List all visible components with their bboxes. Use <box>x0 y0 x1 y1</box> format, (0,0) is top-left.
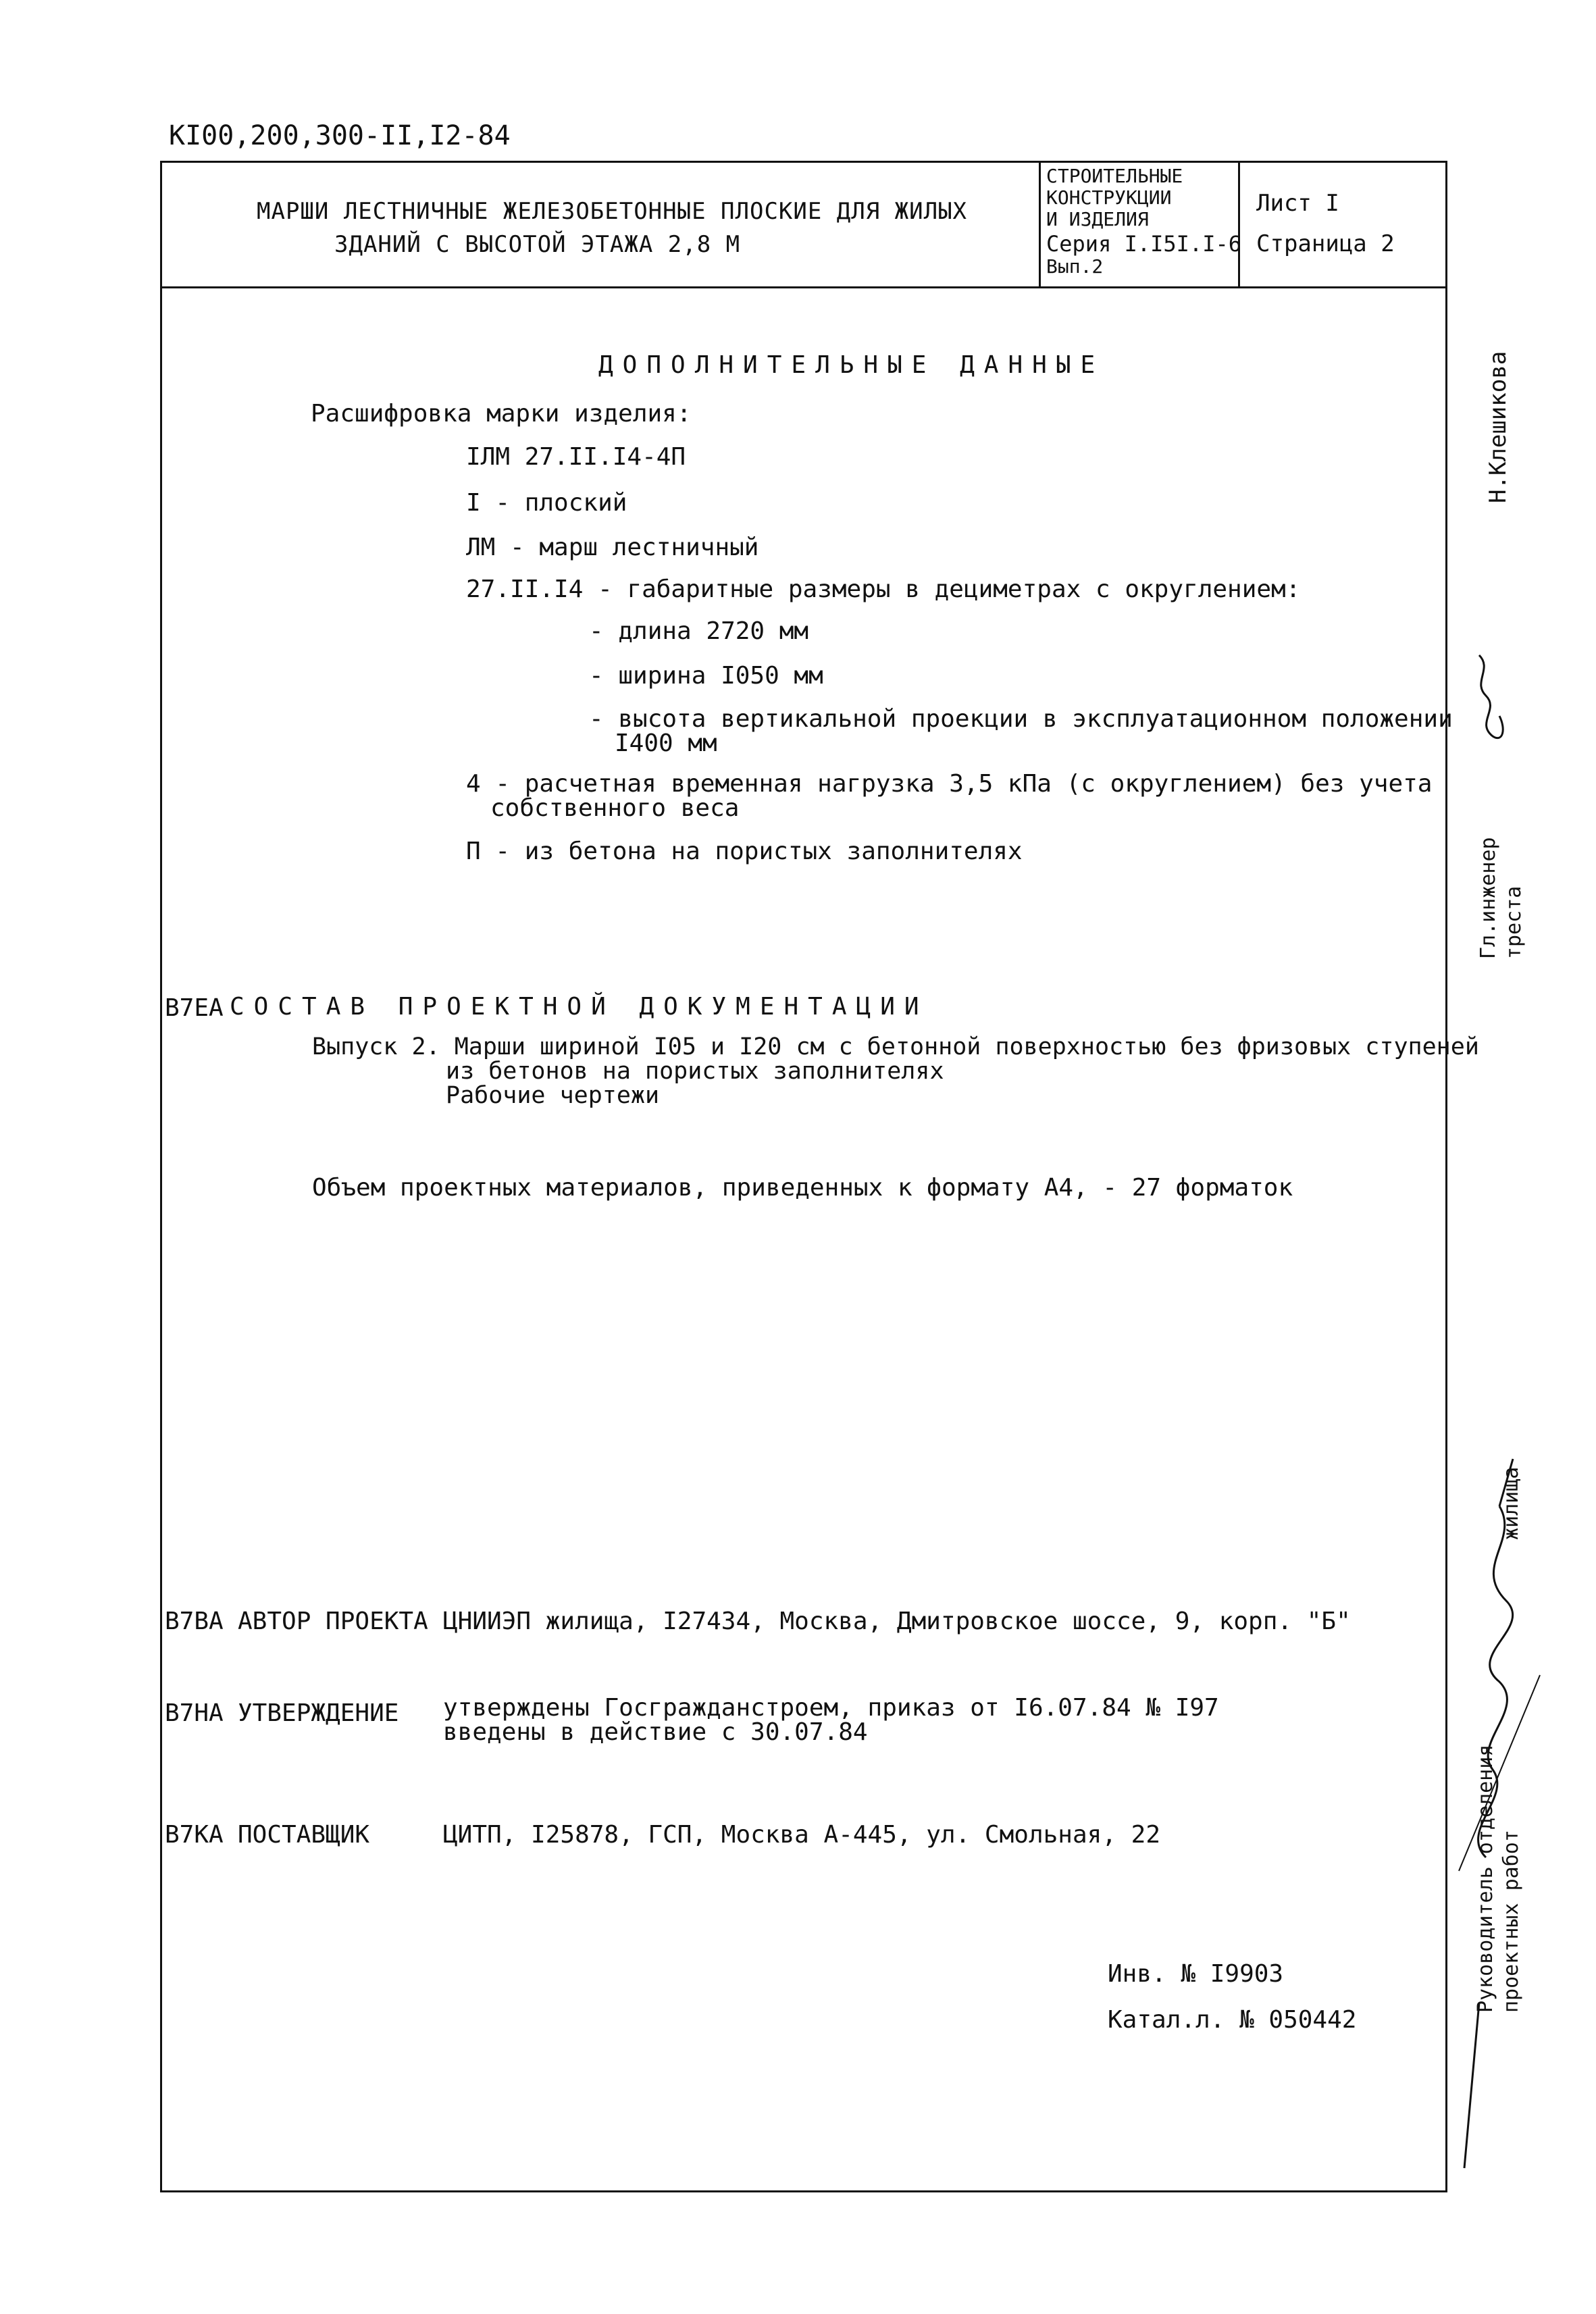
volume-line: Объем проектных материалов, приведенных к формату А4, - 27 форматок <box>312 1174 1293 1202</box>
title-line-2: ЗДАНИЙ С ВЫСОТОЙ ЭТАЖА 2,8 М <box>334 231 741 258</box>
decoding-item: 27.II.I4 - габаритные размеры в дециметрах с округлением: <box>466 575 1301 603</box>
series-line: КОНСТРУКЦИИ <box>1046 186 1172 209</box>
margin-head-line-2: проектных работ <box>1499 1830 1523 2013</box>
margin-slash <box>1459 1999 1486 2175</box>
margin-chief-line-1: Гл.инженер <box>1476 837 1500 959</box>
composition-line-3: Рабочие чертежи <box>446 1082 660 1109</box>
sheet-number: Лист I <box>1256 190 1339 217</box>
load-line-1: 4 - расчетная временная нагрузка 3,5 кПа (с округлением) без учета <box>466 770 1433 798</box>
composition-line-2: из бетонов на пористых заполнителях <box>446 1058 944 1085</box>
series-number: Серия I.I5I.I-6 <box>1046 231 1241 257</box>
additional-data-heading: ДОПОЛНИТЕЛЬНЫЕ ДАННЫЕ <box>598 351 1105 379</box>
series-issue: Вып.2 <box>1046 255 1104 278</box>
document-code: КI00,200,300-II,I2-84 <box>169 120 511 151</box>
dimension-item: - длина 2720 мм <box>589 617 809 645</box>
author-code: В7ВА <box>165 1608 224 1635</box>
author-value: ЦНИИЭП жилища, I27434, Москва, Дмитровское шоссе, 9, корп. "Б" <box>443 1608 1351 1635</box>
dimension-item: - ширина I050 мм <box>589 662 823 690</box>
inventory-number: Инв. № I9903 <box>1108 1960 1284 1988</box>
approval-line-2: введены в действие с 30.07.84 <box>443 1718 868 1746</box>
decoding-item: I - плоский <box>466 489 627 517</box>
load-line-2: собственного веса <box>490 794 740 822</box>
composition-code: В7ЕА <box>165 994 224 1022</box>
margin-head-right: жилища <box>1499 1466 1523 1540</box>
series-line: СТРОИТЕЛЬНЫЕ <box>1046 165 1183 187</box>
margin-head-line-1: Руководитель отделения <box>1474 1744 1497 2013</box>
title-block <box>162 163 1445 288</box>
title-line-1: МАРШИ ЛЕСТНИЧНЫЕ ЖЕЛЕЗОБЕТОННЫЕ ПЛОСКИЕ ДЛЯ ЖИЛЫХ <box>257 198 968 225</box>
margin-chief-line-2: треста <box>1502 885 1526 959</box>
dimension-item: - высота вертикальной проекции в эксплуатационном положении <box>589 705 1453 733</box>
margin-name: Н.Клешикова <box>1485 351 1512 503</box>
composition-heading: СОСТАВ ПРОЕКТНОЙ ДОКУМЕНТАЦИИ <box>230 993 929 1021</box>
title-cell <box>162 163 1041 286</box>
supplier-value: ЦИТП, I25878, ГСП, Москва А-445, ул. Смольная, 22 <box>443 1821 1161 1849</box>
page-number: Страница 2 <box>1256 230 1395 257</box>
decoding-item: ЛМ - марш лестничный <box>466 534 759 561</box>
author-label: АВТОР ПРОЕКТА <box>238 1608 428 1635</box>
product-mark: IЛМ 27.II.I4-4П <box>466 443 686 471</box>
concrete-line: П - из бетона на пористых заполнителях <box>466 838 1023 865</box>
head-signature <box>1445 1452 1547 1884</box>
supplier-code: В7КА <box>165 1821 224 1849</box>
approval-code: В7НА <box>165 1699 224 1727</box>
dimension-item-cont: I400 мм <box>615 729 717 757</box>
approval-label: УТВЕРЖДЕНИЕ <box>238 1699 399 1727</box>
catalog-number: Катал.л. № 050442 <box>1108 2006 1357 2034</box>
composition-line-1: Выпуск 2. Марши шириной I05 и I20 см с бетонной поверхностью без фризовых ступеней <box>312 1033 1479 1060</box>
supplier-label: ПОСТАВЩИК <box>238 1821 370 1849</box>
sheet-cell <box>1240 163 1445 286</box>
chief-signature <box>1466 648 1520 756</box>
series-cell <box>1041 163 1240 286</box>
approval-line-1: утверждены Госгражданстроем, приказ от I6.07.84 № I97 <box>443 1694 1219 1722</box>
series-line: И ИЗДЕЛИЯ <box>1046 208 1149 230</box>
decoding-label: Расшифровка марки изделия: <box>311 400 692 428</box>
